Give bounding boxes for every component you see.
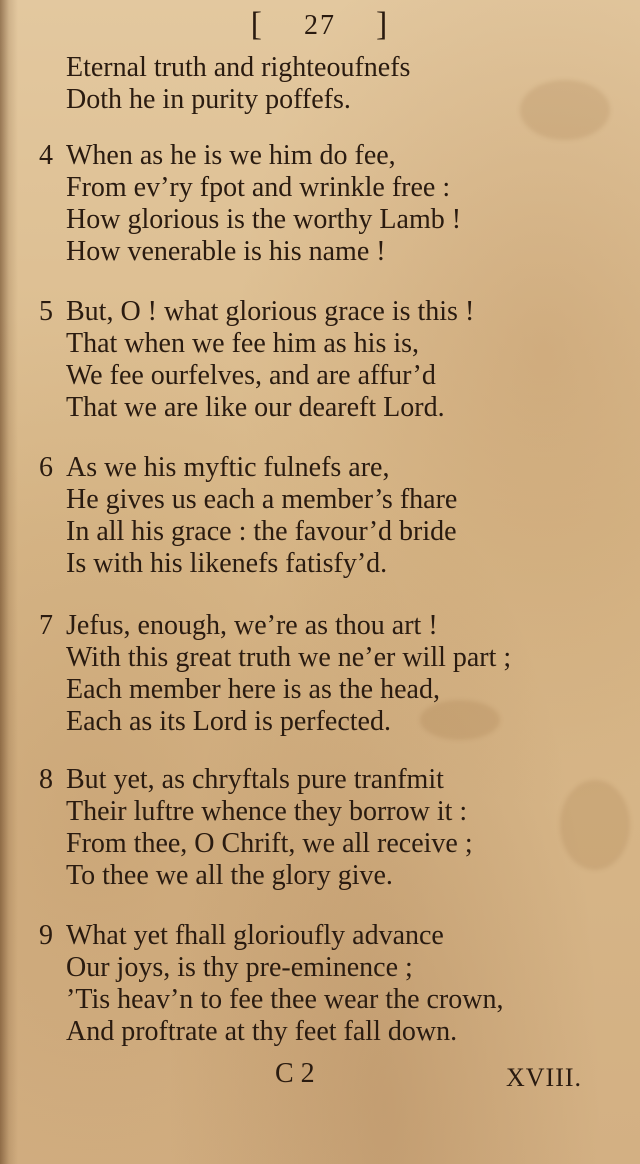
poem-line: ’Tis heav’n to fee thee wear the crown,	[66, 984, 504, 1015]
stanza-number: 5	[39, 296, 53, 327]
poem-line: When as he is we him do fee,	[66, 140, 396, 171]
poem-line: Eternal truth and righteoufnefs	[66, 52, 411, 83]
poem-line: With this great truth we ne’er will part ;	[66, 642, 512, 673]
poem-line: And proftrate at thy feet fall down.	[66, 1016, 458, 1047]
poem-line: Is with his likenefs fatisfy’d.	[66, 548, 388, 579]
signature-mark: C 2	[275, 1058, 315, 1089]
poem-line: What yet fhall glorioufly advance	[66, 920, 444, 951]
stanza-number: 8	[39, 764, 53, 795]
poem-line: How glorious is the worthy Lamb !	[66, 204, 462, 235]
poem-line: Their luftre whence they borrow it :	[66, 796, 468, 827]
poem-line: Each member here is as the head,	[66, 674, 440, 705]
paper-stain	[520, 80, 610, 140]
poem-line: From ev’ry fpot and wrinkle free :	[66, 172, 451, 203]
poem-line: From thee, O Chrift, we all receive ;	[66, 828, 473, 859]
paper-stain	[420, 700, 500, 740]
header-open-bracket: [	[250, 6, 264, 43]
poem-line: That we are like our deareft Lord.	[66, 392, 445, 423]
poem-line: Each as its Lord is perfected.	[66, 706, 391, 737]
catchword: XVIII.	[506, 1063, 583, 1092]
stanza-number: 4	[39, 140, 53, 171]
poem-line: In all his grace : the favour’d bride	[66, 516, 457, 547]
poem-line: But yet, as chryftals pure tranfmit	[66, 764, 444, 795]
page-number: 27	[304, 10, 336, 41]
poem-line: Our joys, is thy pre-eminence ;	[66, 952, 413, 983]
header-close-bracket: ]	[376, 6, 390, 43]
stanza-number: 9	[39, 920, 53, 951]
poem-line: That when we fee him as his is,	[66, 328, 420, 359]
stanza-number: 6	[39, 452, 53, 483]
stanza-number: 7	[39, 610, 53, 641]
poem-line: As we his myftic fulnefs are,	[66, 452, 390, 483]
poem-line: Doth he in purity poffefs.	[66, 84, 351, 115]
poem-line: How venerable is his name !	[66, 236, 386, 267]
poem-line: We fee ourfelves, and are affur’d	[66, 360, 436, 391]
page-header	[0, 6, 640, 44]
poem-line: Jefus, enough, we’re as thou art !	[66, 610, 438, 641]
paper-stain	[560, 780, 630, 870]
poem-line: But, O ! what glorious grace is this !	[66, 296, 475, 327]
poem-line: To thee we all the glory give.	[66, 860, 393, 891]
poem-line: He gives us each a member’s fhare	[66, 484, 458, 515]
